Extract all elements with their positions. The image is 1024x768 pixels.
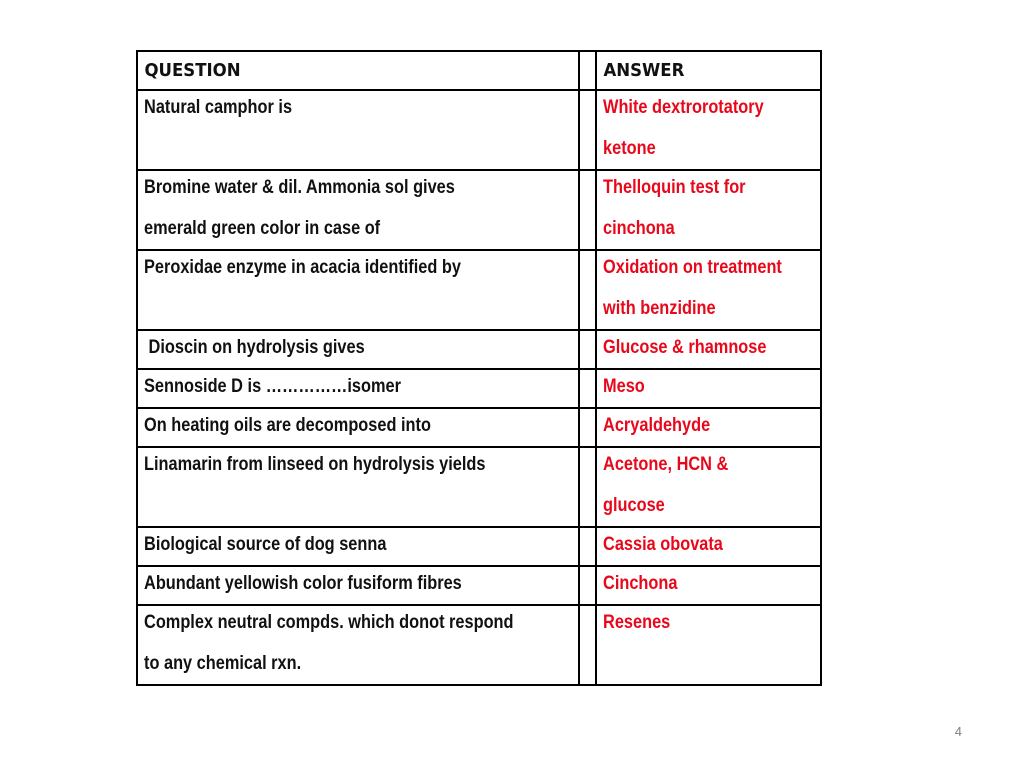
question-cell [137,408,579,447]
question-cell [137,566,579,605]
answer-text: Acryaldehyde [603,415,711,436]
question-cell [137,527,579,566]
question-header: QUESTION [144,60,241,81]
table-row [137,90,821,170]
question-text: Complex neutral compds. which donot respond to any chemical rxn. [144,612,514,674]
table-row [137,566,821,605]
answer-cell [596,330,821,369]
table-row [137,605,821,685]
question-text: Abundant yellowish color fusiform fibres [144,573,462,594]
answer-text: Meso [603,376,645,397]
answer-cell [596,170,821,250]
table-row [137,369,821,408]
spacer-cell [579,51,596,90]
answer-cell [596,447,821,527]
answer-text: Acetone, HCN & glucose [603,454,729,516]
answer-text: Resenes [603,612,671,633]
answer-text: Oxidation on treatment with benzidine [603,257,782,319]
question-text: Linamarin from linseed on hydrolysis yields [144,454,486,475]
question-cell [137,447,579,527]
page-number: 4 [954,724,962,739]
question-cell [137,369,579,408]
table-header-row [137,51,821,90]
question-text: Peroxidae enzyme in acacia identified by [144,257,461,278]
answer-text: White dextrorotatory ketone [603,97,764,159]
table-row [137,170,821,250]
question-text: Dioscin on hydrolysis gives [144,337,365,358]
table-row [137,250,821,330]
qa-table [136,50,822,686]
answer-header-cell [596,51,821,90]
question-text: Natural camphor is [144,97,293,118]
table-row [137,527,821,566]
answer-cell [596,566,821,605]
question-cell [137,330,579,369]
question-text: Bromine water & dil. Ammonia sol gives emerald green color in case of [144,177,455,239]
answer-cell [596,369,821,408]
question-text: Sennoside D is ……………isomer [144,376,401,397]
answer-text: Glucose & rhamnose [603,337,767,358]
answer-cell [596,90,821,170]
question-header-cell [137,51,579,90]
answer-cell [596,527,821,566]
question-cell [137,250,579,330]
table-row [137,447,821,527]
table-row [137,330,821,369]
answer-cell [596,605,821,685]
answer-text: Cinchona [603,573,678,594]
answer-header: ANSWER [603,60,685,81]
answer-cell [596,250,821,330]
answer-cell [596,408,821,447]
question-cell [137,605,579,685]
question-cell [137,170,579,250]
answer-text: Cassia obovata [603,534,723,555]
question-text: Biological source of dog senna [144,534,387,555]
answer-text: Thelloquin test for cinchona [603,177,746,239]
table-row [137,408,821,447]
question-cell [137,90,579,170]
question-text: On heating oils are decomposed into [144,415,431,436]
